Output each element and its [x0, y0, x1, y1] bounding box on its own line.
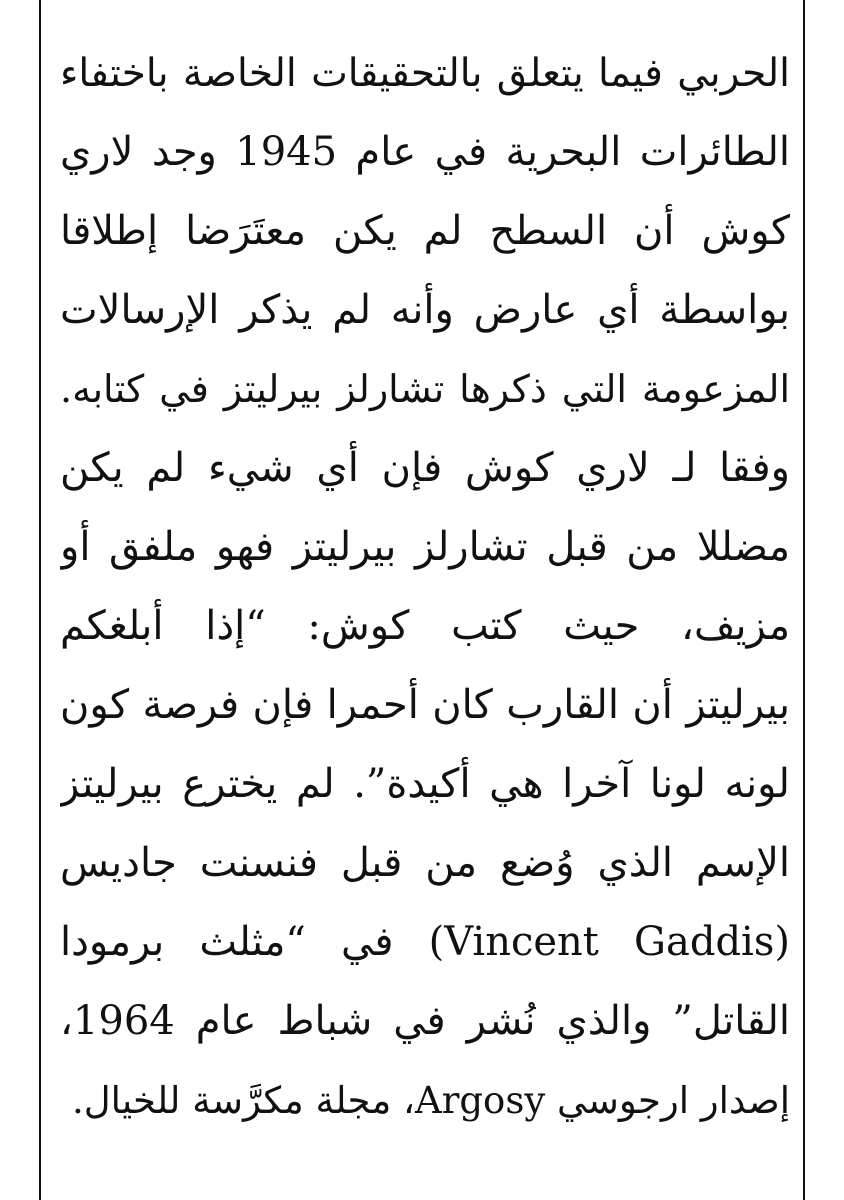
- body-text: [60, 34, 790, 1140]
- text-line-14: إصدار ارجوسي Argosy، مجلة مكرَّسة للخيال.: [71, 1079, 790, 1122]
- text-line-3: كوش أن السطح لم يكن معتَرَضا إطلاقا: [60, 208, 790, 254]
- text-line-2: الطائرات البحرية في عام 1945 وجد لاري: [60, 129, 790, 175]
- text-line-10: لونه لونا آخرا هي أكيدة”. لم يخترع بيرليتز: [60, 761, 790, 807]
- text-line-4: بواسطة أي عارض وأنه لم يذكر الإرسالات: [60, 287, 790, 333]
- text-line-9: بيرليتز أن القارب كان أحمرا فإن فرصة كون: [60, 682, 790, 728]
- left-border-line: [39, 0, 41, 1200]
- text-line-1: الحربي فيما يتعلق بالتحقيقات الخاصة باختفاء: [60, 51, 790, 96]
- text-line-13: القاتل” والذي نُشر في شباط عام 1964،: [60, 998, 790, 1044]
- text-line-5: المزعومة التي ذكرها تشارلز بيرليتز في كتابه.: [60, 367, 790, 411]
- text-line-8: مزيف، حيث كتب كوش: “إذا أبلغكم: [60, 603, 790, 649]
- text-line-12: (Vincent Gaddis) في “مثلث برمودا: [60, 919, 790, 965]
- text-line-7: مضللا من قبل تشارلز بيرليتز فهو ملفق أو: [60, 524, 790, 570]
- text-line-6: وفقا لـ لاري كوش فإن أي شيء لم يكن: [60, 445, 790, 491]
- text-line-11: الإسم الذي وُضع من قبل فنسنت جاديس: [60, 840, 790, 886]
- right-border-line: [803, 0, 805, 1200]
